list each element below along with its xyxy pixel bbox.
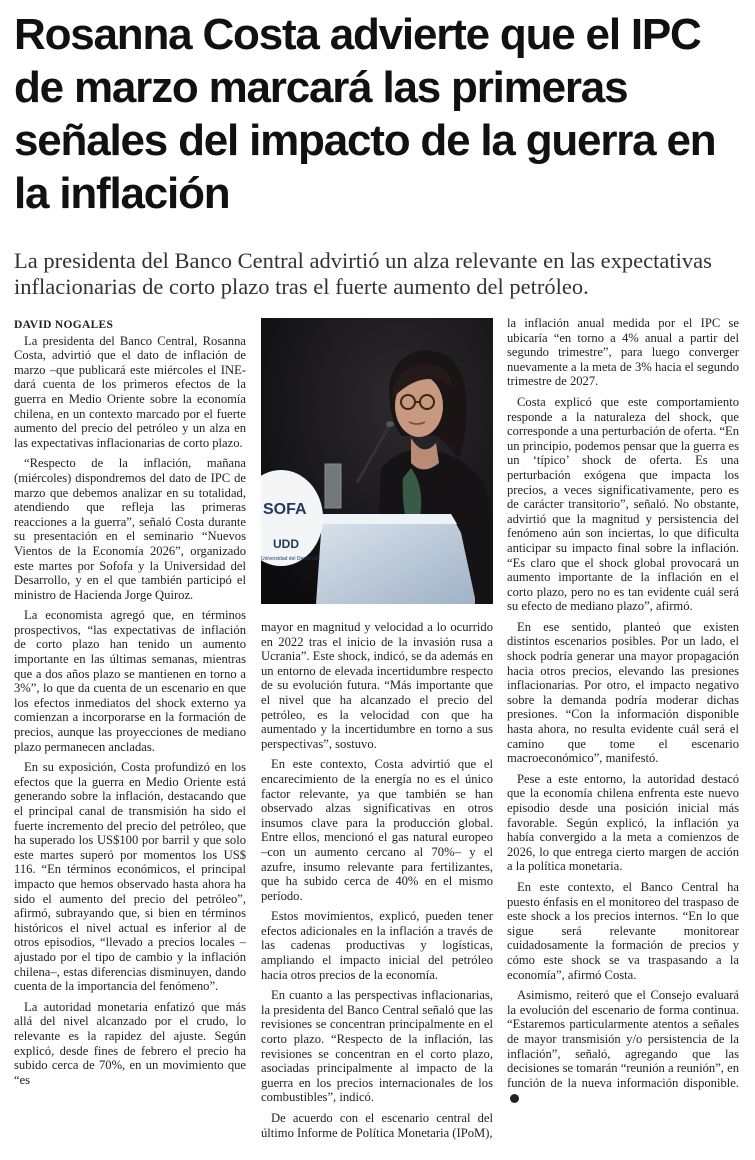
column-3 [507,316,739,1111]
paragraph: En su exposición, Costa profundizó en los efectos que la guerra en Medio Oriente está generando sobre la inflación, destacando que el principal canal de transmisión ha sido el fuerte incremento del precio del petróleo, que ha superado los US$100 por barril y que solo este martes superó por momentos los US$ 116. “En términos económicos, el principal impacto que hemos observado hasta ahora ha sido el aumento del precio del petróleo”, afirmó, subrayando que, si bien en términos históricos el nivel actual es inferior al de otros episodios, “llevado a precios locales –ajustado por el tipo de cambio y la inflación chilena–, estas diferencias disminuyen, dando cuenta de la importancia del fenómeno”. [14,760,246,994]
sofa-logo-text: SOFA [263,501,307,518]
paragraph: En este contexto, el Banco Central ha puesto énfasis en el monitoreo del traspaso de este shock a los precios internos. “En lo que sigue será relevante monitorear cuidadosamente la formación de precios y cómo este shock se va traspasando a la economía”, afirmó Costa. [507,879,739,982]
paragraph: mayor en magnitud y velocidad a lo ocurrido en 2022 tras el inicio de la invasión rusa a Ucrania”. Este shock, indicó, se da además en un entorno de elevada incertidumbre respecto de su evolución futura. “Más importante que el nivel que ha alcanzado el precio del petróleo, es la velocidad con que ha aumentado y la incertidumbre en torno a sus perspectivas”, sostuvo. [261,620,493,751]
paragraph-text: Asimismo, reiteró que el Consejo evaluará la evolución del escenario de forma continua. “Estaremos particularmente atentos a señales de mayor transmisión y/o persistencia de la inflación”, señaló, agregando que las decisiones se tomarán “reunión a reunión”, en función de la nueva información disponible. [507,988,739,1090]
column-2 [261,620,493,1146]
paragraph: La economista agregó que, en términos prospectivos, “las expectativas de inflación de corto plazo han tenido un aumento importante en las últimas semanas, mientras que a dos años plazo se mantienen en torno a 3%”, lo que da cuenta de un escenario en que los efectos inmediatos del shock externo ya comienzan a incorporarse en la formación de precios, aunque las proyecciones de mediano plazo permanecen ancladas. [14,608,246,754]
byline: DAVID NOGALES [14,319,114,331]
paragraph-last [507,988,739,1105]
paragraph: En este contexto, Costa advirtió que el encarecimiento de la energía no es el único factor relevante, ya que también se han observado alzas significativas en otros insumos clave para la producción global. Entre ellos, mencionó el gas natural europeo –con un aumento cercano al 70%– y el azufre, insumo relevante para fertilizantes, que ha subido cerca de 40% en el mismo período. [261,757,493,903]
paragraph: la inflación anual medida por el IPC se ubicaría “en torno a 4% anual a partir del segundo trimestre”, para luego converger nuevamente a la meta de 3% hacia el segundo trimestre de 2027. [507,316,739,389]
udd-logo-text: UDD [273,537,299,551]
paragraph: Pese a este entorno, la autoridad destacó que la economía chilena enfrenta este nuevo episodio desde una posición inicial más favorable. Según explicó, la inflación ya había convergido a la meta a comienzos de 2026, lo que entrega cierto margen de acción a la política monetaria. [507,771,739,874]
paragraph: Costa explicó que este comportamiento responde a la naturaleza del shock, que corresponde a una perturbación de oferta. “En un principio, podemos pensar que la guerra es un ‘típico’ shock de oferta. Es una perturbación exógena que impacta los precios, a veces significativamente, pero es de carácter transitorio”, señaló. No obstante, advirtió que la magnitud y persistencia del fenómeno aún son inciertas, lo que dificulta anticipar su impacto final sobre la inflación. “Es claro que el shock global provocará un aumento importante de la inflación en el corto plazo, pero no es tan evidente cuál será su efecto de mediano plazo”, afirmó. [507,394,739,614]
paragraph: De acuerdo con el escenario central del último Informe de Política Monetaria (IPoM), [261,1111,493,1140]
paragraph: La presidenta del Banco Central, Rosanna Costa, advirtió que el dato de inflación de marzo –que publicará este miércoles el INE- dará cuenta de los primeros efectos de la guerra en Medio Oriente sobre la economía chilena, en un contexto marcado por el fuerte aumento del precio del petróleo y un alza en las expectativas inflacionarias de corto plazo. [14,333,246,450]
speaker-photo [261,318,493,604]
paragraph: En ese sentido, planteó que existen distintos escenarios posibles. Por un lado, el shock podría generar una mayor propagación hacia otros precios, elevando las presiones inflacionarias. Por otro, el impacto negativo sobre la demanda podría moderar dichas presiones. “Con la información disponible hasta ahora, no resulta evidente cuál será el camino que tome el escenario macroeconómico”, manifestó. [507,619,739,766]
column-1 [14,318,246,1093]
paragraph: En cuanto a las perspectivas inflacionarias, la presidenta del Banco Central señaló que las revisiones se concentran principalmente en el corto plazo. “Respecto de la inflación, las revisiones se concentran en el corto plazo, asociadas principalmente al impacto de la guerra en los precios internacionales de los combustibles”, indicó. [261,988,493,1105]
end-of-article-icon [510,1094,519,1103]
paragraph: Estos movimientos, explicó, pueden tener efectos adicionales en la inflación a través de las cadenas productivas y logísticas, ampliando el impacto inicial del petróleo hacia otros precios de la economía. [261,909,493,982]
headline: Rosanna Costa advierte que el IPC de marzo marcará las primeras señales del impacto de la guerra en la inflación [14,10,716,218]
udd-logo-subtitle: Universidad del Desarrollo [261,556,320,562]
paragraph: La autoridad monetaria enfatizó que más allá del nivel alcanzado por el crudo, lo relevante es la rapidez del ajuste. Según explicó, desde fines de febrero el precio ha subido cerca de 70%, en un movimiento que “es [14,999,246,1087]
paragraph: “Respecto de la inflación, mañana (miércoles) dispondremos del dato de IPC de marzo que debemos analizar en su totalidad, atendiendo que refleja las primeras reacciones a la guerra”, señaló Costa durante su presentación en el seminario “Nuevos Vientos de la Economía 2026”, organizado este martes por Sofofa y la Universidad del Desarrollo, y en el que también participó el ministro de Hacienda Jorge Quiroz. [14,456,246,602]
deck-subtitle: La presidenta del Banco Central advirtió un alza relevante en las expectativas inflacionarias de corto plazo tras el fuerte aumento del petróleo. [14,248,712,299]
